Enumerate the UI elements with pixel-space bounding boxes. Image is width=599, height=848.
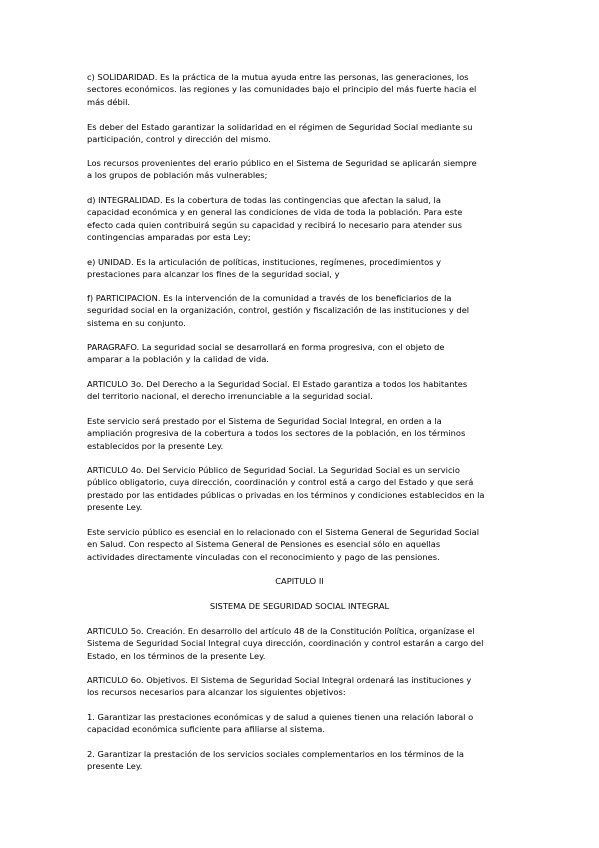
text-line: Este servicio será prestado por el Sistema de Seguridad Social Integral, en orden a la: [87, 416, 442, 426]
list-item-objetivo-1: [87, 711, 517, 736]
paragraph-integralidad: [87, 194, 517, 244]
text-line: capacidad económica y en general las condiciones de vida de toda la población. Para este: [87, 207, 463, 218]
text-line: Los recursos provenientes del erario público en el Sistema de Seguridad se aplicarán siempre: [87, 158, 477, 168]
text-line: contingencias amparadas por esta Ley;: [87, 232, 251, 243]
paragraph-deber-estado: [87, 121, 517, 146]
list-item-objetivo-2: [87, 748, 517, 773]
paragraph-articulo-5: [87, 625, 517, 662]
text-line: Estado, en los términos de la presente Ley.: [87, 650, 266, 661]
paragraph-articulo-6: [87, 674, 517, 699]
text-line: a los grupos de población más vulnerables;: [87, 170, 268, 181]
paragraph-participacion: [87, 292, 517, 329]
text-line: ARTICULO 5o. Creación. En desarrollo del artículo 48 de la Constitución Política, organízase el: [87, 626, 475, 636]
paragraph-unidad: [87, 256, 517, 281]
text-line: amparar a la población y la calidad de vida.: [87, 354, 269, 365]
text-line: 2. Garantizar la prestación de los servicios sociales complementarios en los términos de la: [87, 749, 464, 759]
paragraph-articulo-3: [87, 378, 517, 403]
text-line: los recursos necesarios para alcanzar los siguientes objetivos:: [87, 687, 346, 698]
paragraph-articulo-4: [87, 464, 517, 514]
text-line: en Salud. Con respecto al Sistema General de Pensiones es esencial sólo en aquellas: [87, 539, 441, 550]
text-line: sistema en su conjunto.: [87, 317, 186, 328]
chapter-heading: CAPITULO II: [275, 576, 324, 586]
text-line: Este servicio público es esencial en lo relacionado con el Sistema General de Seguridad Social: [87, 527, 480, 537]
text-line: del territorio nacional, el derecho irrenunciable a la seguridad social.: [87, 391, 373, 402]
text-line: establecidos por la presente Ley.: [87, 440, 224, 451]
text-line: público obligatorio, cuya dirección, coordinación y control está a cargo del Estado y que será: [87, 477, 474, 488]
text-line: Es deber del Estado garantizar la solidaridad en el régimen de Seguridad Social mediante su: [87, 122, 473, 132]
paragraph-paragrafo: [87, 341, 517, 366]
text-line: Sistema de Seguridad Social Integral cuya dirección, coordinación y control estarán a cargo del: [87, 638, 484, 649]
text-line: participación, control y dirección del mismo.: [87, 134, 271, 145]
text-line: c) SOLIDARIDAD. Es la práctica de la mutua ayuda entre las personas, las generaciones, los: [87, 72, 469, 82]
text-line: 1. Garantizar las prestaciones económicas y de salud a quienes tienen una relación laboral o: [87, 712, 474, 722]
text-line: f) PARTICIPACION. Es la intervención de la comunidad a través de los beneficiarios de la: [87, 293, 452, 303]
text-line: capacidad económica suficiente para afiliarse al sistema.: [87, 724, 326, 735]
text-line: presente Ley.: [87, 761, 143, 772]
text-line: ARTICULO 4o. Del Servicio Público de Seguridad Social. La Seguridad Social es un servicio: [87, 465, 460, 475]
text-line: actividades directamente vinculadas con el reconocimiento y pago de las pensiones.: [87, 551, 440, 562]
text-line: seguridad social en la organización, control, gestión y fiscalización de las instituciones y del: [87, 305, 470, 316]
text-line: sectores económicos. las regiones y las comunidades bajo el principio del más fuerte hacia el: [87, 84, 477, 95]
text-line: ARTICULO 6o. Objetivos. El Sistema de Seguridad Social Integral ordenará las instituciones y: [87, 675, 472, 685]
paragraph-solidaridad: [87, 71, 517, 108]
text-line: más débil.: [87, 96, 131, 107]
text-line: PARAGRAFO. La seguridad social se desarrollará en forma progresiva, con el objeto de: [87, 342, 445, 352]
paragraph-recursos: [87, 157, 517, 182]
paragraph-servicio-prestado: [87, 415, 517, 452]
text-line: d) INTEGRALIDAD. Es la cobertura de todas las contingencias que afectan la salud, la: [87, 195, 441, 205]
text-line: prestado por las entidades públicas o privadas en los términos y condiciones establecidos en la: [87, 489, 485, 500]
text-line: e) UNIDAD. Es la articulación de políticas, instituciones, regímenes, procedimientos y: [87, 257, 442, 267]
text-line: presente Ley.: [87, 502, 143, 513]
text-line: efecto cada quien contribuirá según su capacidad y recibirá lo necesario para atender sus: [87, 219, 462, 230]
text-line: ARTICULO 3o. Del Derecho a la Seguridad Social. El Estado garantiza a todos los habitantes: [87, 379, 468, 389]
text-line: prestaciones para alcanzar los fines de la seguridad social, y: [87, 269, 340, 280]
section-heading: SISTEMA DE SEGURIDAD SOCIAL INTEGRAL: [209, 601, 390, 611]
text-line: ampliación progresiva de la cobertura a todos los sectores de la población, en los términos: [87, 428, 466, 439]
paragraph-servicio-esencial: [87, 526, 517, 563]
